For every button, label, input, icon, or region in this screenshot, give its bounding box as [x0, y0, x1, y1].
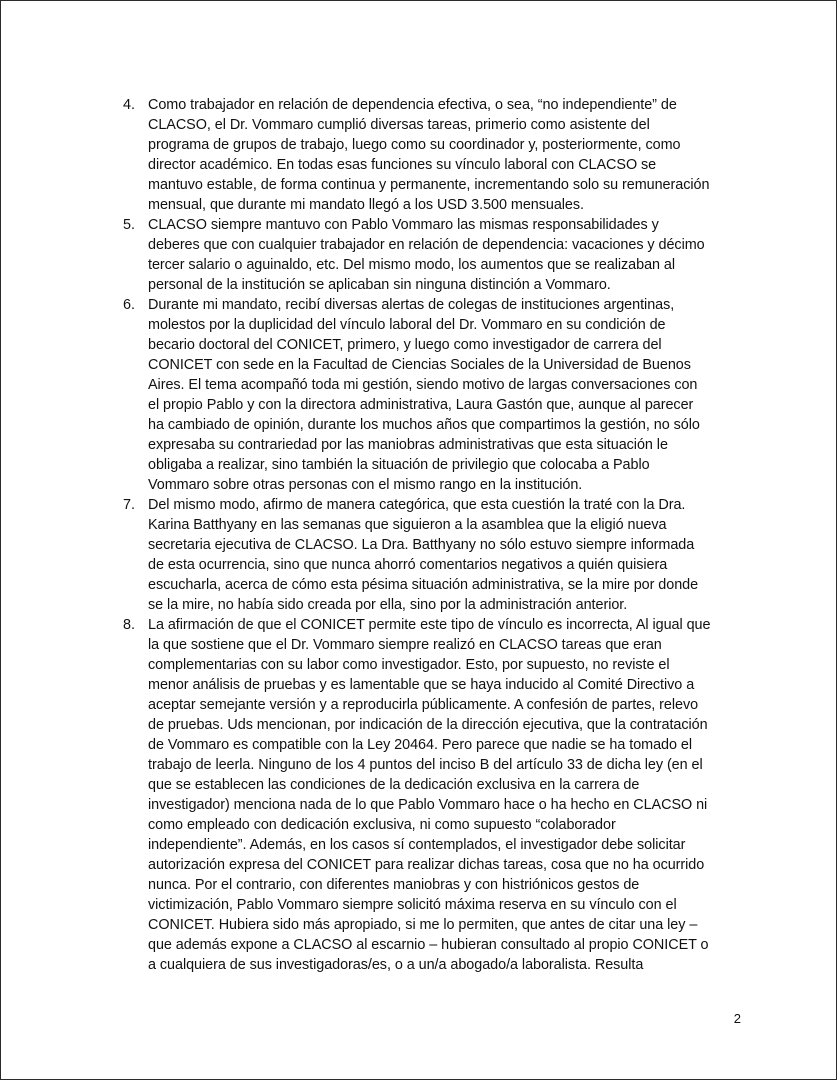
text-line: menor análisis de pruebas y es lamentable que se haya inducido al Comité Directivo a [148, 677, 695, 693]
text-line: autorización expresa del CONICET para realizar dichas tareas, cosa que no ha ocurrido [148, 857, 705, 873]
text-line: Durante mi mandato, recibí diversas alertas de colegas de instituciones argentinas, [148, 297, 675, 313]
text-line: independiente”. Además, en los casos sí contemplados, el investigador debe solicitar [148, 837, 686, 853]
text-line: Vommaro sobre otras personas con el mismo rango en la institución. [148, 477, 583, 493]
text-line: Aires. El tema acompañó toda mi gestión, siendo motivo de largas conversaciones con [148, 377, 698, 393]
text-line: Como trabajador en relación de dependencia efectiva, o sea, “no independiente” de [148, 97, 677, 113]
list-item [118, 95, 748, 215]
text-line: CLACSO siempre mantuvo con Pablo Vommaro las mismas responsabilidades y [148, 217, 659, 233]
text-line: deberes que con cualquier trabajador en relación de dependencia: vacaciones y décimo [148, 237, 705, 253]
numbered-list [118, 95, 748, 975]
list-item [118, 495, 748, 615]
text-line: la que sostiene que el Dr. Vommaro siempre realizó en CLACSO tareas que eran [148, 637, 662, 653]
text-line: a cualquiera de sus investigadoras/es, o a un/a abogado/a laboralista. Resulta [148, 957, 644, 973]
text-line: que se establecen las condiciones de la dedicación exclusiva en la carrera de [148, 777, 640, 793]
text-line: escucharla, acerca de cómo esta pésima situación administrativa, se la mire por donde [148, 577, 699, 593]
text-line: CLACSO, el Dr. Vommaro cumplió diversas tareas, primerio como asistente del [148, 117, 650, 133]
text-line: expresaba su contrariedad por las maniobras administrativas que esta situación le [148, 437, 668, 453]
text-line: que además expone a CLACSO al escarnio – hubieran consultado al propio CONICET o [148, 937, 709, 953]
text-line: obligaba a realizar, sino también la situación de privilegio que colocaba a Pablo [148, 457, 650, 473]
text-line: se la mire, no había sido creada por ella, sino por la administración anterior. [148, 597, 628, 613]
text-line: complementarias con su labor como investigador. Esto, por supuesto, no reviste el [148, 657, 670, 673]
text-line: tercer salario o aguinaldo, etc. Del mismo modo, los aumentos que se realizaban al [148, 257, 676, 273]
text-line: investigador) menciona nada de lo que Pablo Vommaro hace o ha hecho en CLACSO ni [148, 797, 708, 813]
list-item [118, 295, 748, 495]
item-number: 5. [123, 217, 135, 233]
text-line: programa de grupos de trabajo, luego como su coordinador y, posteriormente, como [148, 137, 681, 153]
text-line: La afirmación de que el CONICET permite este tipo de vínculo es incorrecta, Al igual que [148, 617, 711, 633]
text-line: como empleado con dedicación exclusiva, ni como supuesto “colaborador [148, 817, 616, 833]
text-line: de esta ocurrencia, sino que nunca ahorró comentarios negativos a quién quisiera [148, 557, 668, 573]
text-line: molestos por la duplicidad del vínculo laboral del Dr. Vommaro en su condición de [148, 317, 666, 333]
text-line: victimización, Pablo Vommaro siempre solicitó máxima reserva en su vínculo con el [148, 897, 677, 913]
text-line: trabajo de leerla. Ninguno de los 4 puntos del inciso B del artículo 33 de dicha ley (en el [148, 757, 703, 773]
text-line: secretaria ejecutiva de CLACSO. La Dra. Batthyany no sólo estuvo siempre informada [148, 537, 695, 553]
text-line: de pruebas. Uds mencionan, por indicación de la dirección ejecutiva, que la contratación [148, 717, 708, 733]
text-line: de Vommaro es compatible con la Ley 20464. Pero parece que nadie se ha tomado el [148, 737, 692, 753]
list-item [118, 215, 748, 295]
item-number: 7. [123, 497, 135, 513]
item-number: 6. [123, 297, 135, 313]
text-line: ha cambiado de opinión, durante los muchos años que compartimos la gestión, no sólo [148, 417, 700, 433]
text-line: aceptar semejante versión y a reproducirla públicamente. A confesión de partes, relevo [148, 697, 699, 713]
text-line: mantuvo estable, de forma continua y permanente, incrementando solo su remuneración [148, 177, 710, 193]
text-line: Karina Batthyany en las semanas que siguieron a la asamblea que la eligió nueva [148, 517, 667, 533]
text-line: director académico. En todas esas funciones su vínculo laboral con CLACSO se [148, 157, 657, 173]
text-line: el propio Pablo y con la directora administrativa, Laura Gastón que, aunque al parecer [148, 397, 694, 413]
text-line: nunca. Por el contrario, con diferentes maniobras y con histriónicos gestos de [148, 877, 640, 893]
text-line: mensual, que durante mi mandato llegó a los USD 3.500 mensuales. [148, 197, 584, 213]
list-item [118, 615, 748, 975]
text-line: personal de la institución se aplicaban sin ninguna distinción a Vommaro. [148, 277, 611, 293]
page-number: 2 [733, 1011, 741, 1026]
text-line: CONICET. Hubiera sido más apropiado, si me lo permiten, que antes de citar una ley – [148, 917, 698, 933]
text-line: becario doctoral del CONICET, primero, y luego como investigador de carrera del [148, 337, 662, 353]
text-line: Del mismo modo, afirmo de manera categórica, que esta cuestión la traté con la Dra. [148, 497, 686, 513]
text-line: CONICET con sede en la Facultad de Ciencias Sociales de la Universidad de Buenos [148, 357, 691, 373]
item-number: 8. [123, 617, 135, 633]
item-number: 4. [123, 97, 135, 113]
